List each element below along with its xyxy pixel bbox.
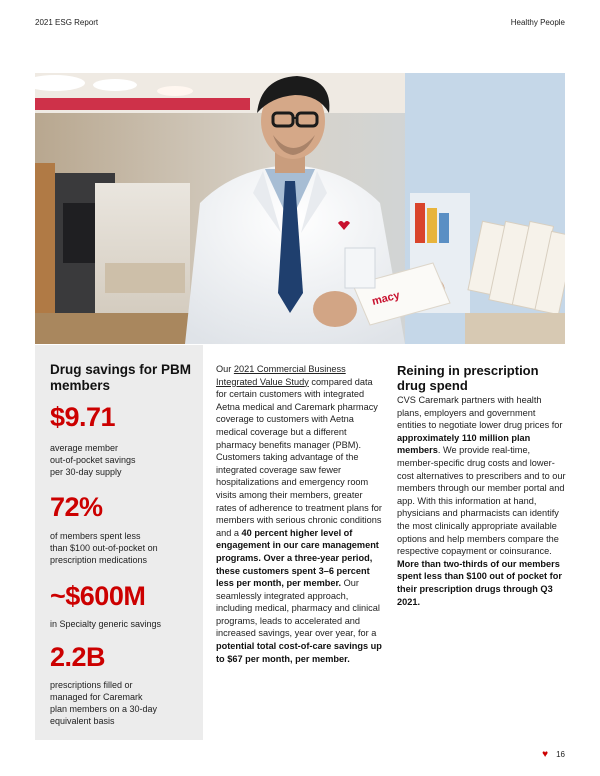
integrated-value-paragraph: Our 2021 Commercial Business Integrated Value Study compared data for certain customers with integrated Aetna medical and Caremark pharmacy coverage to customers with Aetna medical coverage but a different pharmacy benefits manager (PBM). Customers taking advantage of the integrated coverage saw fewer hospitalizations and emergency room visits among their members, greater rates of adherence to treatment plans for members with serious chronic conditions and a 40 percent higher level of engagement in our care management programs. Over a three-year period, these customers spent 3–6 percent less per month, per member. Our seamlessly integrated approach, including medical, pharmacy and clinical programs, leads to accelerated and increased savings, year over year, for a potential total cost-of-care savings up to $67 per month, per member. [216,364,382,664]
bag-text: macy [370,289,402,308]
page-number: 16 [556,750,565,759]
stat-description: of members spent less than $100 out-of-pocket on prescription medications [50,531,158,565]
stat-value: 72% [50,492,103,522]
hero-photo [35,73,565,344]
heart-icon: ♥ [542,749,549,760]
prescription-spend-section [397,363,567,608]
drug-savings-sidebar [35,345,203,740]
stat-description: in Specialty generic savings [50,619,162,629]
section-title: Healthy People [510,18,565,27]
stat-value: $9.71 [50,402,116,432]
stat-description: average member out-of-pocket savings per 30-day supply [50,443,136,477]
page-footer [542,749,565,760]
sidebar-title: Drug savings for PBM members [50,362,192,393]
value-study-link[interactable]: 2021 Commercial Business Integrated Value Study [216,364,346,387]
stat-value: 2.2B [50,642,106,672]
prescription-spend-paragraph: CVS Caremark partners with health plans, employers and government entities to negotiate lower drug prices for approximately 110 million plan members. We provide real-time, member-specific drug costs and lower-cost alternatives to prescribers and to our members through our member portal and app. With this information at hand, physicians and pharmacists can identify the most clinically appropriate available options and help members compare the respective copayment or coinsurance. More than two-thirds of our members spent less than $100 out of pocket for their prescription drugs through Q3 2021. [397,395,566,607]
report-title: 2021 ESG Report [35,18,99,27]
section-heading: Reining in prescription drug spend [397,363,539,393]
stat-description: prescriptions filled or managed for Caremark plan members on a 30-day equivalent basis [50,680,158,726]
stat-value: ~$600M [50,581,146,611]
